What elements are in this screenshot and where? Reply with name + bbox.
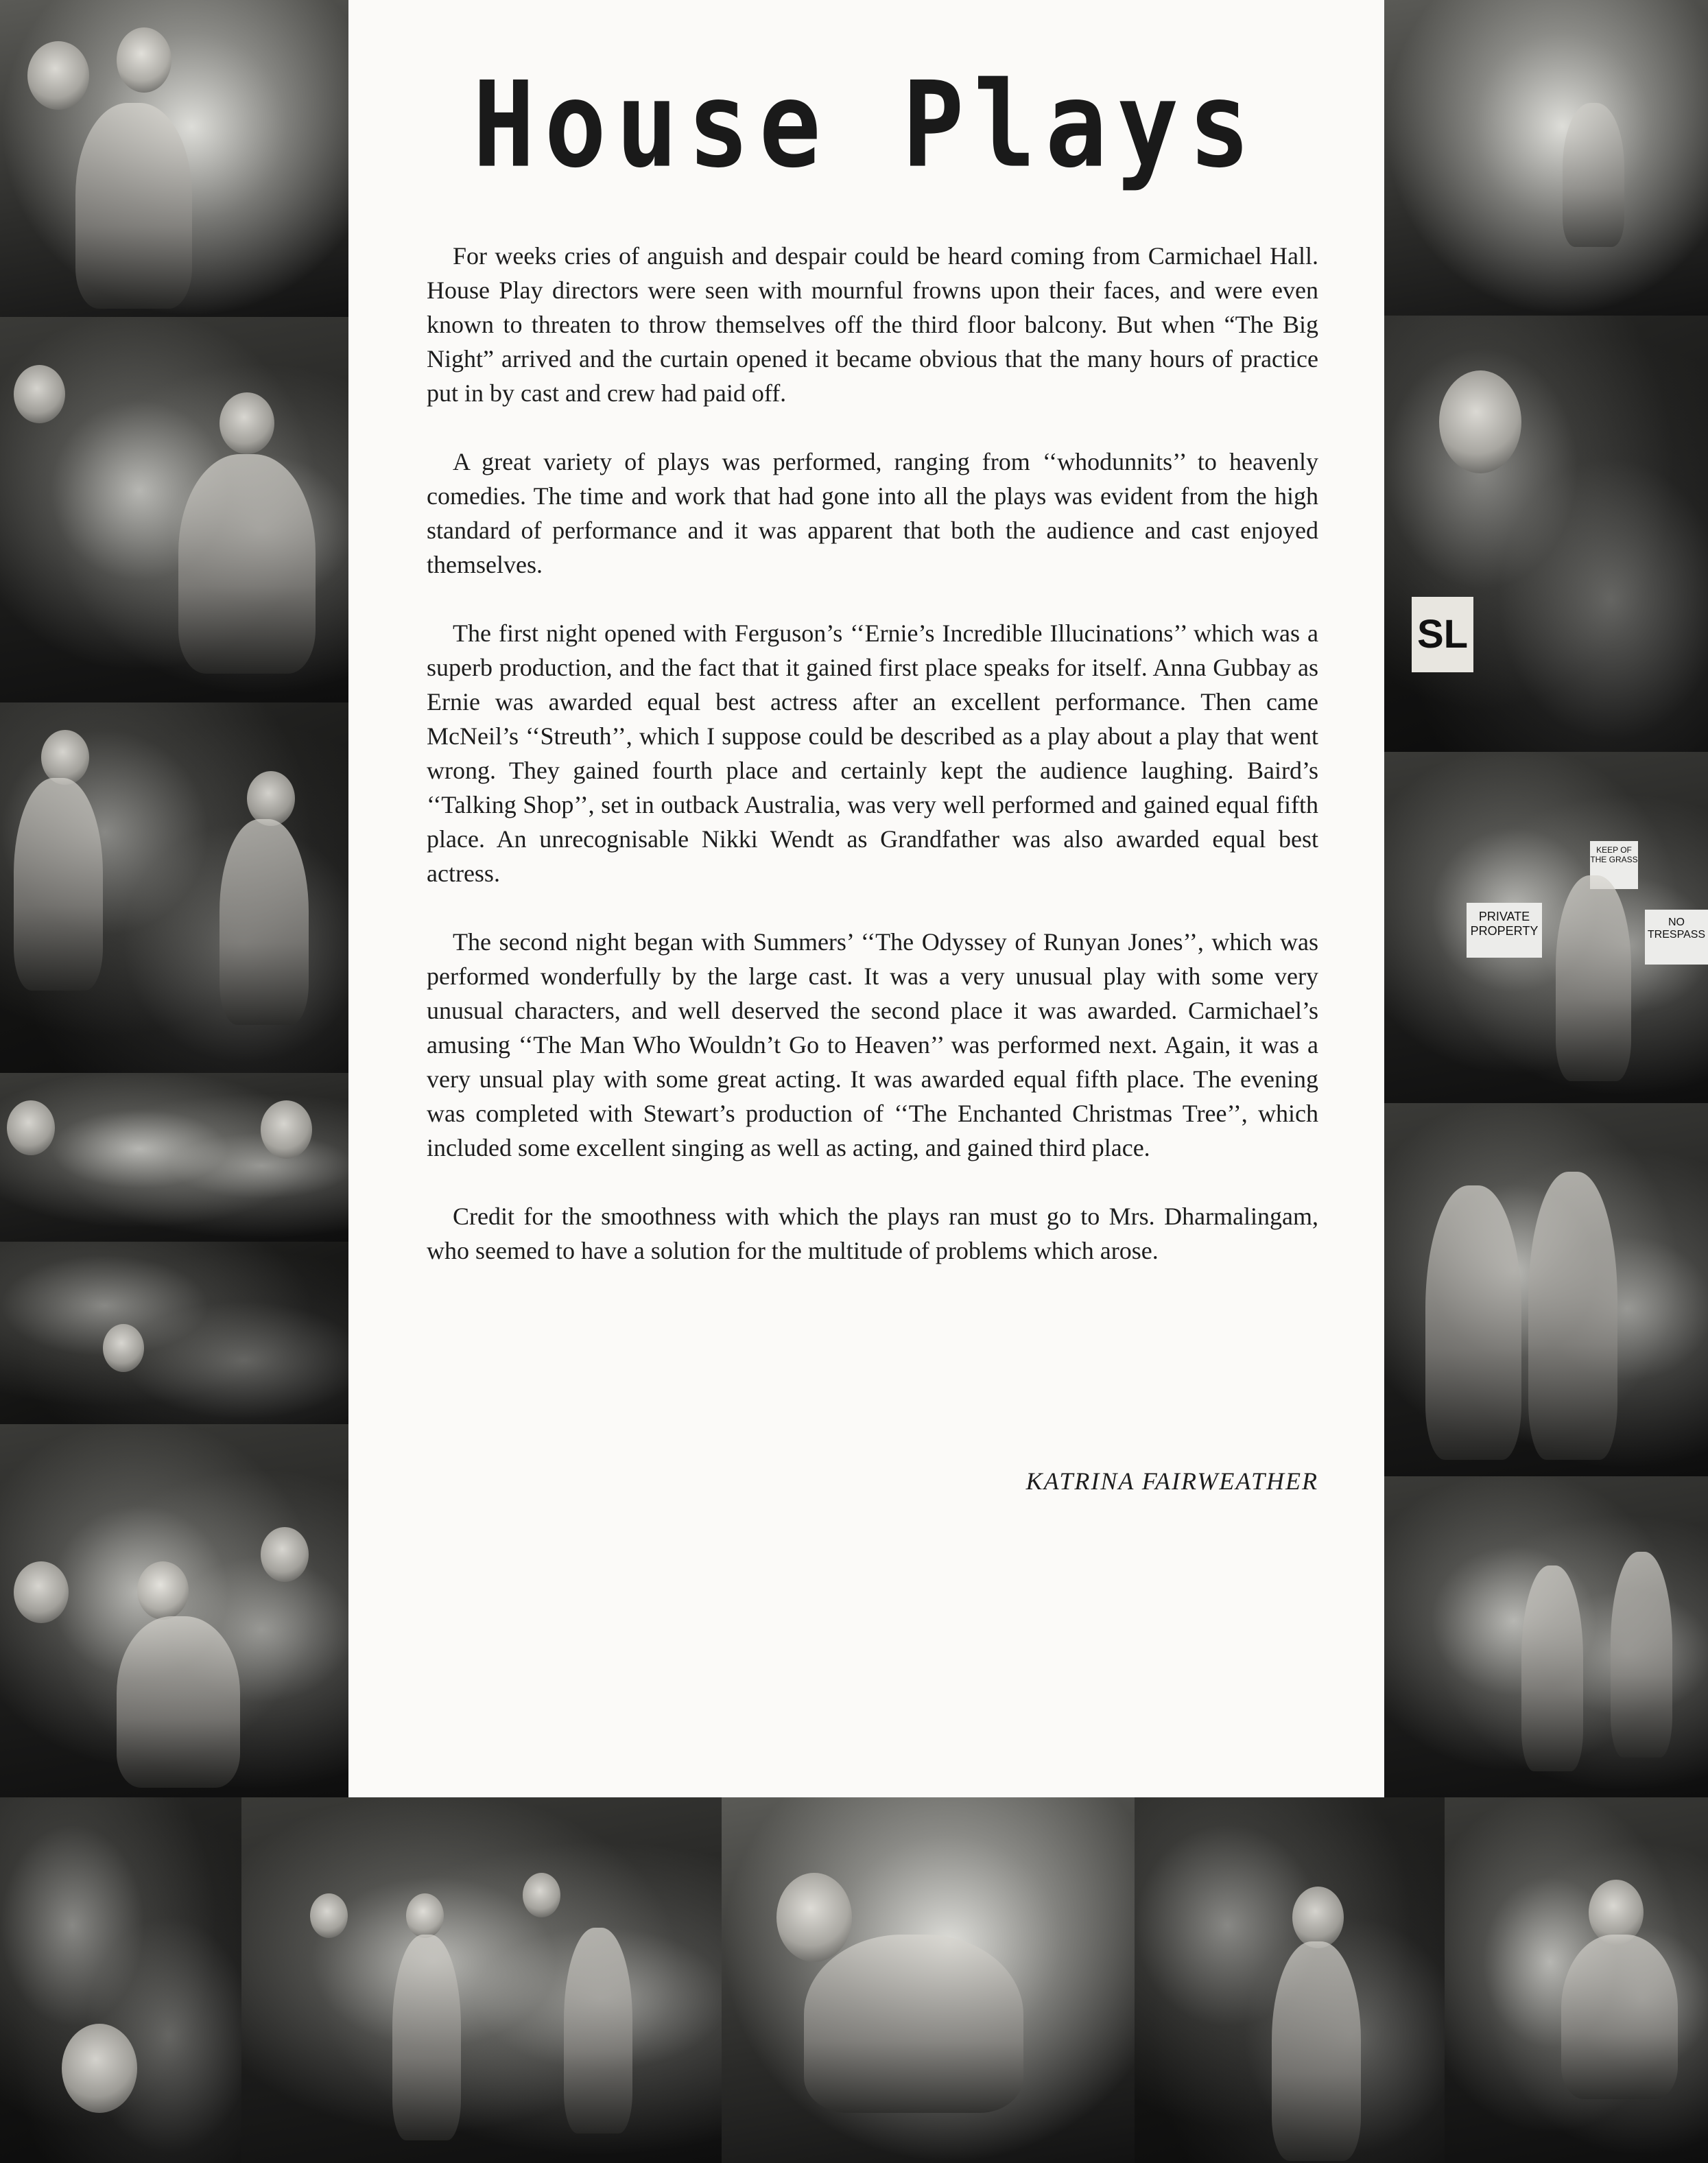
photo-bottom-4 [1135,1797,1445,2163]
photo-figure [62,2024,137,2113]
photo-right-1 [1384,0,1708,316]
photo-figure [1556,875,1631,1081]
photo-left-4 [0,1073,348,1242]
photo-right-4 [1384,1103,1708,1476]
article-paragraph: A great variety of plays was performed, ranging from ‘‘whodunnits’’ to heavenly comedies. The time and work that had gone into all the plays was evident from the high standard of performance and it was apparent that both the audience and cast enjoyed themselves. [427,448,1318,578]
photo-left-5 [0,1242,348,1424]
photo-figure [1292,1887,1344,1948]
photo-figure [392,1935,461,2140]
photo-figure [247,771,295,826]
photo-figure [1425,1185,1521,1460]
photo-figure [1611,1552,1672,1758]
photo-figure [41,730,89,785]
photo-figure [1272,1941,1361,2161]
photo-figure [14,778,103,991]
photo-sign: PRIVATE PROPERTY [1467,903,1542,958]
photo-figure [776,1873,852,1962]
photo-figure [220,819,309,1025]
article-panel [348,0,1384,1797]
photo-figure [14,365,65,423]
photo-bottom-5 [1445,1797,1708,2163]
photo-figure [137,1561,189,1620]
photo-figure [261,1100,312,1159]
photo-figure [27,41,89,110]
photo-figure [220,392,274,454]
photo-figure [406,1893,444,1938]
article-body [427,239,1318,1302]
photo-figure [523,1873,560,1917]
photo-figure [261,1527,309,1582]
photo-right-3 [1384,752,1708,1103]
photo-sign: NO TRESPASS [1645,910,1708,965]
article-paragraph: For weeks cries of anguish and despair could be heard coming from Carmichael Hall. House Play directors were seen with mournful frowns upon their faces, and were even known to threaten to throw themselves off the third floor balcony. But when “The Big Night” arrived and the curtain opened it became obvious that the many hours of practice put in by cast and crew had paid off. [427,242,1318,407]
photo-figure [117,27,171,93]
photo-figure [1528,1172,1617,1460]
photo-figure [117,1616,240,1788]
photo-figure [1439,370,1521,473]
photo-left-2 [0,317,348,702]
photo-bottom-3 [722,1797,1135,2163]
photo-right-5 [1384,1476,1708,1797]
photo-figure [7,1100,55,1155]
article-paragraph: The first night opened with Ferguson’s ‘‘Ernie’s Incredible Illucinations’’ which was a superb production, and the fact that it gained first place speaks for itself. Anna Gubbay as Ernie was awarded equal best actress after an excellent performance. Then came McNeil’s ‘‘Streuth’’, which I suppose could be described as a play about a play that went wrong. They gained fourth place and certainly kept the audience laughing. Baird’s ‘‘Talking Shop’’, set in outback Australia, was very well performed and gained equal fifth place. An unrecognisable Nikki Wendt as Grandfather was also awarded equal best actress. [427,619,1318,887]
photo-right-2 [1384,316,1708,752]
photo-figure [564,1928,632,2134]
photo-sign: SL [1412,597,1473,672]
photo-left-3 [0,702,348,1073]
photo-figure [310,1893,348,1938]
photo-figure [804,1935,1023,2113]
photo-figure [178,454,316,674]
author-byline: KATRINA FAIRWEATHER [1025,1467,1318,1495]
photo-bottom-2 [241,1797,722,2163]
article-paragraph: The second night began with Summers’ ‘‘The Odyssey of Runyan Jones’’, which was performed wonderfully by the large cast. It was a very unusual play with some very unusual characters, and well deserved the second place it was awarded. Carmichael’s amusing ‘‘The Man Who Wouldn’t Go to Heaven’’ was performed next. Again, it was a very unsual play with some great acting. It was awarded equal fifth place. The evening was completed with Stewart’s production of ‘‘The Enchanted Christmas Tree’’, which included some excellent singing as well as acting, and gained third place. [427,928,1318,1161]
photo-figure [1561,1935,1678,2099]
page-title: House Plays [473,56,1260,195]
photo-figure [103,1324,144,1372]
photo-figure [1563,103,1624,247]
article-paragraph: Credit for the smoothness with which the plays ran must go to Mrs. Dharmalingam, who seemed to have a solution for the multitude of problems which arose. [427,1203,1318,1264]
photo-sign: KEEP OF THE GRASS [1590,841,1638,889]
photo-figure [1521,1565,1583,1771]
photo-figure [14,1561,69,1623]
photo-figure [75,103,192,309]
photo-bottom-1 [0,1797,241,2163]
photo-left-1 [0,0,348,317]
photo-left-6 [0,1424,348,1797]
